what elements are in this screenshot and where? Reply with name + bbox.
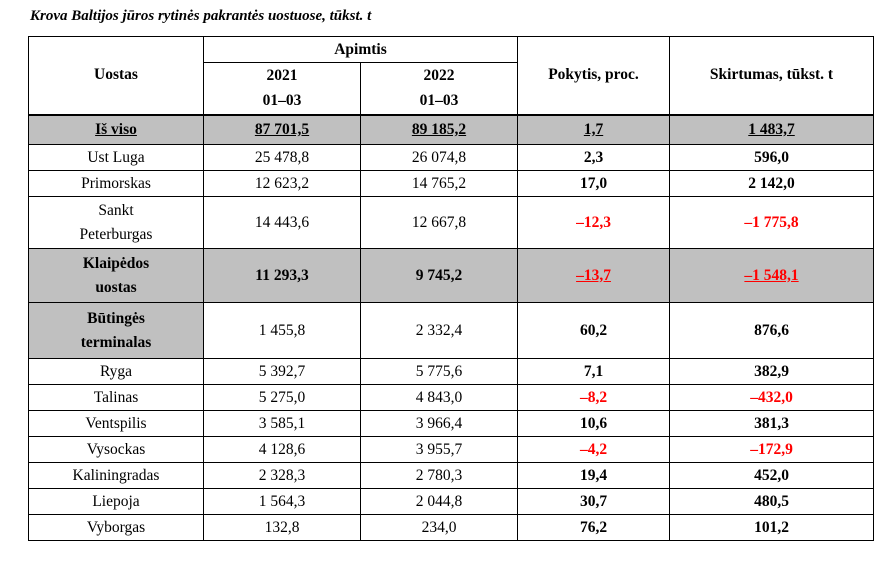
table-row [29,145,874,171]
value-2022: 2 044,8 [361,489,518,515]
port-name: Vysockas [29,437,204,463]
value-2021: 132,8 [204,515,361,541]
change-value: 7,1 [518,359,670,385]
port-name: Kaliningradas [29,463,204,489]
difference-value: 382,9 [670,359,874,385]
change-value: 30,7 [518,489,670,515]
difference-value: 452,0 [670,463,874,489]
value-2021: 1 564,3 [204,489,361,515]
port-name: Primorskas [29,171,204,197]
value-2021: 3 585,1 [204,411,361,437]
table-row-klaipeda [29,249,874,303]
value-2022: 14 765,2 [361,171,518,197]
table-row-butinge [29,303,874,359]
header-2022-period: 01–03 [361,89,518,115]
header-port: Uostas [29,37,204,115]
change-value: 19,4 [518,463,670,489]
value-2022: 4 843,0 [361,385,518,411]
value-2022: 12 667,8 [361,197,518,249]
change-value: 17,0 [518,171,670,197]
value-2022: 3 966,4 [361,411,518,437]
table-row [29,463,874,489]
table-row [29,437,874,463]
header-2021-period: 01–03 [204,89,361,115]
table-row [29,197,874,249]
table-row [29,489,874,515]
value-2021: 4 128,6 [204,437,361,463]
port-cargo-table [28,36,874,541]
change-value: 76,2 [518,515,670,541]
port-name: Talinas [29,385,204,411]
value-2021: 11 293,3 [204,249,361,303]
value-2022: 234,0 [361,515,518,541]
port-name: Būtingės terminalas [29,303,204,359]
change-value: –12,3 [518,197,670,249]
port-name: Liepoja [29,489,204,515]
table-row [29,385,874,411]
total-change: 1,7 [518,115,670,145]
change-value: –8,2 [518,385,670,411]
total-2022: 89 185,2 [361,115,518,145]
value-2021: 25 478,8 [204,145,361,171]
difference-value: 480,5 [670,489,874,515]
value-2021: 2 328,3 [204,463,361,489]
difference-value: –432,0 [670,385,874,411]
header-change: Pokytis, proc. [518,37,670,115]
difference-value: 381,3 [670,411,874,437]
value-2021: 5 392,7 [204,359,361,385]
table-row [29,359,874,385]
port-name: Ventspilis [29,411,204,437]
difference-value: 876,6 [670,303,874,359]
difference-value: –1 775,8 [670,197,874,249]
total-2021: 87 701,5 [204,115,361,145]
difference-value: 596,0 [670,145,874,171]
change-value: –4,2 [518,437,670,463]
value-2022: 2 332,4 [361,303,518,359]
value-2022: 9 745,2 [361,249,518,303]
change-value: 60,2 [518,303,670,359]
port-name: Ryga [29,359,204,385]
port-name: Ust Luga [29,145,204,171]
change-value: –13,7 [518,249,670,303]
difference-value: 101,2 [670,515,874,541]
value-2021: 5 275,0 [204,385,361,411]
header-difference: Skirtumas, tūkst. t [670,37,874,115]
total-name: Iš viso [29,115,204,145]
table-row [29,411,874,437]
change-value: 2,3 [518,145,670,171]
table-row [29,171,874,197]
change-value: 10,6 [518,411,670,437]
value-2022: 2 780,3 [361,463,518,489]
value-2022: 5 775,6 [361,359,518,385]
value-2021: 12 623,2 [204,171,361,197]
port-name: Vyborgas [29,515,204,541]
port-name: Klaipėdos uostas [29,249,204,303]
port-name: Sankt Peterburgas [29,197,204,249]
table-title: Krova Baltijos jūros rytinės pakrantės uostuose, tūkst. t [30,8,372,24]
value-2021: 14 443,6 [204,197,361,249]
header-2022-year: 2022 [361,63,518,89]
difference-value: –1 548,1 [670,249,874,303]
table-row-total [29,115,874,145]
value-2021: 1 455,8 [204,303,361,359]
header-2021-year: 2021 [204,63,361,89]
value-2022: 3 955,7 [361,437,518,463]
table-row [29,515,874,541]
difference-value: –172,9 [670,437,874,463]
total-difference: 1 483,7 [670,115,874,145]
value-2022: 26 074,8 [361,145,518,171]
difference-value: 2 142,0 [670,171,874,197]
header-volume: Apimtis [204,37,518,63]
